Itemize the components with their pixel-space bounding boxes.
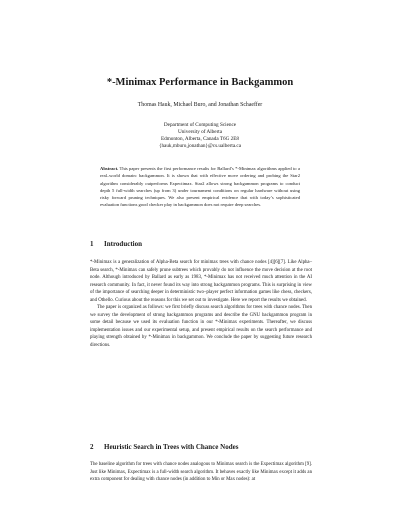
affiliation-emails: {hauk,mburo,jonathan}@cs.ualberta.ca <box>158 142 242 149</box>
section-1-title: Introduction <box>104 240 142 248</box>
abstract-text: This paper presents the first performance results for Ballard’s *-Minimax algorithms applied to a real–world domain: backgammon. It is shown that with effective move ordering and probing the Star2 algorithm considerably outperforms Expectimax. Star2 allows strong backgammon programs to conduct depth 5 full-width searches (up from 3) under tournament conditions on regular hardware without using risky forward pruning techniques. We also present empirical evidence that with today’s sophisticated evaluation functions good checker play in backgammon does not require deep searches. <box>100 166 300 208</box>
section-1-paragraph-1: *-Minimax is a generalization of Alpha-Beta search for minimax trees with chance nodes [4][6][7]. Like Alpha–Beta search, *-Minimax can safely prune subtrees which provably do not influence the move decision at the root node. Although introduced by Ballard as early as 1983, *-Minimax has not received much attention in the AI research community. In fact, it never found its way into strong backgammon programs. This is surprising in view of the importance of searching deeper in deterministic two–player perfect information games like chess, checkers, and Othello. Curious about the reasons for this we set out to investigate. Here we report the results we obtained. <box>90 260 312 303</box>
affiliation-block <box>0 122 400 150</box>
affiliation-department: Department of Computing Science <box>163 122 237 128</box>
affiliation-address: Edmonton, Alberta, Canada T6G 2E8 <box>161 135 239 142</box>
abstract <box>100 165 300 209</box>
section-1-heading <box>90 240 320 248</box>
author-list: Thomas Hauk, Michael Buro, and Jonathan Schaeffer <box>137 102 263 108</box>
section-2-title: Heuristic Search in Trees with Chance Nodes <box>104 443 239 451</box>
section-2-number: 2 <box>90 443 94 451</box>
section-2-heading <box>90 443 320 451</box>
abstract-label: Abstract. <box>100 166 119 171</box>
section-1-body <box>90 259 312 350</box>
section-1-paragraph-2: The paper is organized as follows: we first briefly discuss search algorithms for trees with chance nodes. Then we survey the development of strong backgammon programs and describe the GNU backgammon program in some detail because we used its evaluation function in our *-Minimax experiments. Thereafter, we discuss implementation issues and our experimental setup, and present empirical results on the search performance and playing strength obtained by *-Minimax in backgammon. We conclude the paper by suggesting future research directions. <box>90 305 312 349</box>
section-2-paragraph-1: The baseline algorithm for trees with chance nodes analogous to Minimax search is the Expectimax algorithm [9]. Just like Minimax, Expectimax is a full-width search algorithm. It behaves exactly like Minimax except it adds an extra component for dealing with chance nodes (in addition to Min or Max nodes): at <box>90 462 312 483</box>
affiliation-university: University of Alberta <box>177 128 223 135</box>
section-2-body <box>90 461 312 484</box>
paper-title: *-Minimax Performance in Backgammon <box>106 77 294 88</box>
section-1-number: 1 <box>90 240 94 248</box>
